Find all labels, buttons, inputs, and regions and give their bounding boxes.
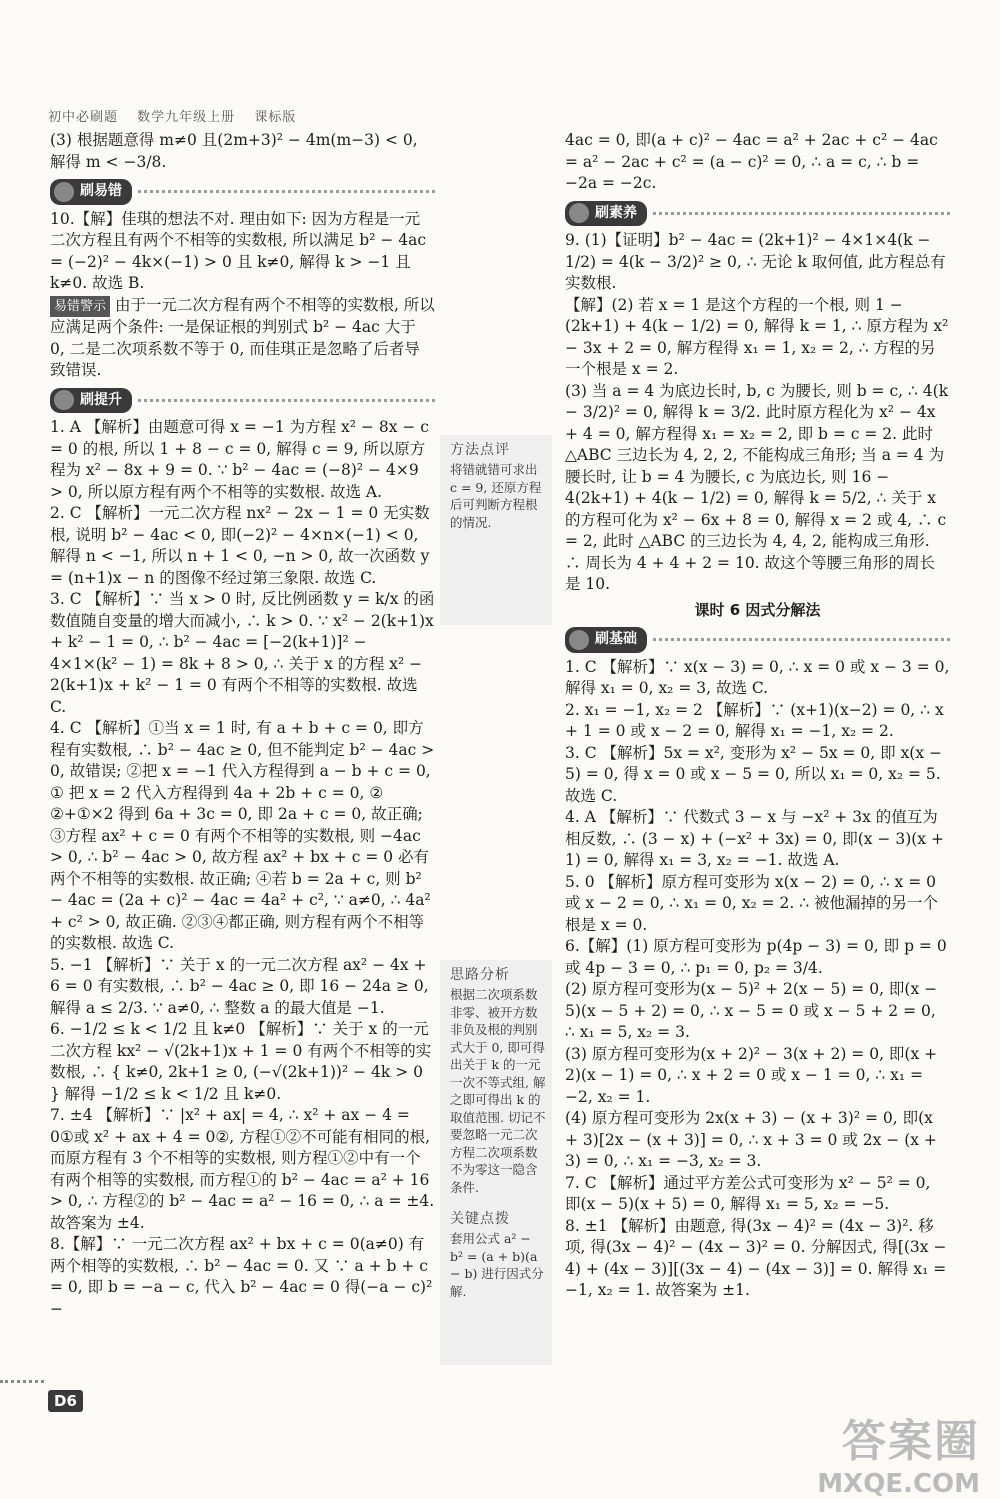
answer-text: 10.【解】佳琪的想法不对. 理由如下: 因为方程是一元二次方程且有两个不相等的实数根, 所以满足 b² − 4ac = (−2)² − 4k×(−1) > 0 且 k≠0, 解得 k > −1 且 k≠0. 故选 B. <box>50 209 427 292</box>
answer-text: 1. C 【解析】∵ x(x − 3) = 0, ∴ x = 0 或 x − 3 = 0, 解得 x₁ = 0, x₂ = 3, 故选 C. <box>565 657 950 697</box>
pencil-icon <box>569 203 589 223</box>
section-heading <box>565 627 950 653</box>
pencil-icon <box>54 390 74 410</box>
watermark <box>817 1405 980 1499</box>
answer-text: 6. −1/2 ≤ k < 1/2 且 k≠0 【解析】∵ 关于 x 的一元二次方程 kx² − √(2k+1)x + 1 = 0 有两个不相等的实数根, ∴ { k≠0, 2k+1 ≥ 0, (−√(2k+1))² − 4k > 0 } 解得 −1/2 ≤ k < 1/2 且 k≠0. <box>50 1020 432 1103</box>
answer-text: 3. C 【解析】∵ 当 x > 0 时, 反比例函数 y = k/x 的函数值随自变量的增大而减小, ∴ k > 0. ∵ x² − 2(k+1)x + k² − 1 = 0, ∴ b² − 4ac = [−2(k+1)]² − 4×1×(k² − 1) = 8k + 8 > 0, ∴ 关于 x 的方程 x² − 2(k+1)x + k² − 1 = 0 有两个不相等的实数根. 故选 C. <box>50 590 435 716</box>
side-note-title: 思路分析 <box>450 967 510 983</box>
divider <box>653 212 950 215</box>
subject-title: 数学九年级上册 <box>137 110 236 125</box>
page-number: D6 <box>48 1390 83 1412</box>
answer-text: 【解】(2) 若 x = 1 是这个方程的一个根, 则 1 − (2k+1) + 4(k − 1/2) = 0, 解得 k = 1, ∴ 原方程为 x² − 3x + 2 = 0, 解方程得 x₁ = 1, x₂ = 2, ∴ 方程的另一个根是 x = 2. <box>565 295 949 378</box>
section-badge: 刷提升 <box>50 388 132 414</box>
answer-text: (3) 根据题意得 m≠0 且(2m+3)² − 4m(m−3) < 0, 解得 m < −3/8. <box>50 131 418 171</box>
watermark-url: MXQE.COM <box>817 1469 980 1499</box>
answer-text: 5. −1 【解析】∵ 关于 x 的一元二次方程 ax² − 4x + 6 = 0 有实数根, ∴ b² − 4ac ≥ 0, 即 16 − 24a ≥ 0, 解得 a ≤ 2/3. ∵ a≠0, ∴ 整数 a 的最大值是 −1. <box>50 955 429 1017</box>
section-badge: 刷易错 <box>50 179 132 205</box>
answer-text: (4) 原方程可变形为 2x(x + 3) − (x + 3)² = 0, 即(x + 3)[2x − (x + 3)] = 0, ∴ x + 3 = 0 或 2x − (x + 3) = 0, ∴ x₁ = −3, x₂ = 3. <box>565 1109 937 1170</box>
side-note-title: 关键点拨 <box>450 1211 510 1227</box>
pencil-icon <box>569 630 589 650</box>
divider <box>138 190 435 193</box>
left-column <box>50 130 435 1320</box>
section-badge: 刷基础 <box>565 627 647 653</box>
right-column <box>565 130 950 1302</box>
page-header <box>48 106 310 125</box>
section-badge: 刷素养 <box>565 201 647 227</box>
answer-text: 6.【解】(1) 原方程可变形为 p(4p − 3) = 0, 即 p = 0 或 4p − 3 = 0, ∴ p₁ = 0, p₂ = 3/4. <box>565 937 947 977</box>
side-note-text: 根据二次项系数非零、被开方数非负及根的判别式大于 0, 即可得出关于 k 的一元一次不等式组, 解之即可得出 k 的取值范围. 切记不要忽略一元二次方程二次项系数不为零这一隐含条件. <box>450 987 546 1195</box>
lesson-title: 课时 6 因式分解法 <box>694 600 821 619</box>
divider <box>653 638 950 641</box>
answer-text: (3) 当 a = 4 为底边长时, b, c 为腰长, 则 b = c, ∴ 4(k − 3/2)² = 0, 解得 k = 3/2. 此时原方程化为 x² − 4x + 4 = 0, 解方程得 x₁ = x₂ = 2, 即 b = c = 2. 此时 △ABC 三边长为 4, 2, 2, 不能构成三角形; 当 a = 4 为腰长时, 让 b = 4 为腰长, c 为底边长, 则 16 − 4(2k+1) + 4(k − 1/2) = 0, 解得 k = 5/2, ∴ 关于 x 的方程可化为 x² − 6x + 8 = 0, 解得 x = 2 或 4, ∴ c = 2, 此时 △ABC 的三边长为 4, 4, 2, 能构成三角形. ∴ 周长为 4 + 4 + 2 = 10. 故这个等腰三角形的周长是 10. <box>565 381 949 593</box>
answer-text: (3) 原方程可变形为(x + 2)² − 3(x + 2) = 0, 即(x + 2)(x − 1) = 0, ∴ x + 2 = 0 或 x − 1 = 0, ∴ x₁ = −2, x₂ = 1. <box>565 1044 938 1106</box>
warning-note: 易错警示 由于一元二次方程有两个不相等的实数根, 所以应满足两个条件: 一是保证根的判别式 b² − 4ac 大于 0, 二是二次项系数不等于 0, 而佳琪正是忽略了后者导致错误. <box>50 295 435 379</box>
answer-text: 4ac = 0, 即(a + c)² − 4ac = a² + 2ac + c² − 4ac = a² − 2ac + c² = (a − c)² = 0, ∴ a = c, ∴ b = −2a = −2c. <box>565 131 938 192</box>
section-heading <box>50 388 435 414</box>
divider <box>138 399 435 402</box>
answer-text: 3. C 【解析】5x = x², 变形为 x² − 5x = 0, 即 x(x − 5) = 0, 得 x = 0 或 x − 5 = 0, 所以 x₁ = 0, x₂ = 5. 故选 C. <box>565 743 943 805</box>
answer-text: 1. A 【解析】由题意可得 x = −1 为方程 x² − 8x − c = 0 的根, 所以 1 + 8 − c = 0, 解得 c = 9, 所以原方程为 x² − 8x + 9 = 0. ∵ b² − 4ac = (−8)² − 4×9 > 0, 所以原方程有两个不相等的实数根. 故选 A. <box>50 418 429 501</box>
answer-text: 4. A 【解析】∵ 代数式 3 − x 与 −x² + 3x 的值互为相反数, ∴ (3 − x) + (−x² + 3x) = 0, 即(x − 3)(x + 1) = 0, 解得 x₁ = 3, x₂ = −1. 故选 A. <box>565 808 944 869</box>
answer-text: 7. ±4 【解析】∵ |x² + ax| = 4, ∴ x² + ax − 4 = 0①或 x² + ax + 4 = 0②, 方程①②不可能有相同的根, 而原方程有 3 个不相等的实数根, 则方程①②中有一个有两个相等的实数根, 而方程①的 b² − 4ac = a² + 16 > 0, ∴ 方程②的 b² − 4ac = a² − 16 = 0, ∴ a = ±4. 故答案为 ±4. <box>50 1106 435 1232</box>
side-note-title: 方法点评 <box>450 442 510 458</box>
watermark-logo: 答案圈 <box>842 1416 980 1467</box>
answer-text: 9. (1)【证明】b² − 4ac = (2k+1)² − 4×1×4(k − 1/2) = 4(k − 3/2)² ≥ 0, ∴ 无论 k 取何值, 此方程总有实数根. <box>565 231 946 292</box>
answer-text: 4. C 【解析】①当 x = 1 时, 有 a + b + c = 0, 即方程有实数根, ∴ b² − 4ac ≥ 0, 但不能判定 b² − 4ac > 0, 故错误; ②把 x = −1 代入方程得到 a − b + c = 0, ① 把 x = 2 代入方程得到 4a + 2b + c = 0, ② ②+①×2 得到 6a + 3c = 0, 即 2a + c = 0, 故正确; ③方程 ax² + c = 0 有两个不相等的实数根, 则 −4ac > 0, ∴ b² − 4ac > 0, 故方程 ax² + bx + c = 0 必有两个不相等的实数根. 故正确; ④若 b = 2a + c, 则 b² − 4ac = (2a + c)² − 4ac = 4a² + c², ∵ a≠0, ∴ 4a² + c² > 0, 故正确. ②③④都正确, 则方程有两个不相等的实数根. 故选 C. <box>50 719 435 952</box>
side-note <box>440 435 552 625</box>
answer-text: 8.【解】∵ 一元二次方程 ax² + bx + c = 0(a≠0) 有两个相等的实数根, ∴ b² − 4ac = 0. 又 ∵ a + b + c = 0, 即 b = −a − c, 代入 b² − 4ac = 0 得(−a − c)² − <box>50 1235 433 1318</box>
side-note <box>440 960 552 1365</box>
pencil-icon <box>54 182 74 202</box>
edition-label: 课标版 <box>254 110 297 125</box>
answer-text: 2. x₁ = −1, x₂ = 2 【解析】∵ (x+1)(x−2) = 0, ∴ x + 1 = 0 或 x − 2 = 0, 解得 x₁ = −1, x₂ = 2. <box>565 700 944 740</box>
section-heading <box>565 201 950 227</box>
answer-text: 7. C 【解析】通过平方差公式可变形为 x² − 5² = 0, 即(x − 5)(x + 5) = 0, 解得 x₁ = 5, x₂ = −5. <box>565 1173 931 1213</box>
page-divider <box>0 1380 44 1383</box>
section-heading <box>50 179 435 205</box>
answer-text: 5. 0 【解析】原方程可变形为 x(x − 2) = 0, ∴ x = 0 或 x − 2 = 0, ∴ x₁ = 0, x₂ = 2. ∴ 被他漏掉的另一个根是 x = 0. <box>565 872 939 934</box>
book-title: 初中必刷题 <box>48 110 119 125</box>
answer-text: (2) 原方程可变形为(x − 5)² + 2(x − 5) = 0, 即(x − 5)(x − 5 + 2) = 0, ∴ x − 5 = 0 或 x − 5 + 2 = 0, ∴ x₁ = 5, x₂ = 3. <box>565 980 938 1041</box>
answer-text: 2. C 【解析】一元二次方程 nx² − 2x − 1 = 0 无实数根, 说明 b² − 4ac < 0, 即(−2)² − 4×n×(−1) < 0, 解得 n < −1, 所以 n + 1 < 0, −n > 0, 故一次函数 y = (n+1)x − n 的图像不经过第三象限. 故选 C. <box>50 504 430 587</box>
side-note-text: 套用公式 a² − b² = (a + b)(a − b) 进行因式分解. <box>450 1231 544 1299</box>
answer-text: 8. ±1 【解析】由题意, 得(3x − 4)² = (4x − 3)². 移项, 得(3x − 4)² − (4x − 3)² = 0. 分解因式, 得[(3x − 4) + (4x − 3)][(3x − 4) − (4x − 3)] = 0. 解得 x₁ = −1, x₂ = 1. 故答案为 ±1. <box>565 1216 947 1299</box>
warning-label: 易错警示 <box>50 296 110 318</box>
side-note-text: 将错就错可求出 c = 9, 还原方程后可判断方程根的情况. <box>450 462 542 530</box>
